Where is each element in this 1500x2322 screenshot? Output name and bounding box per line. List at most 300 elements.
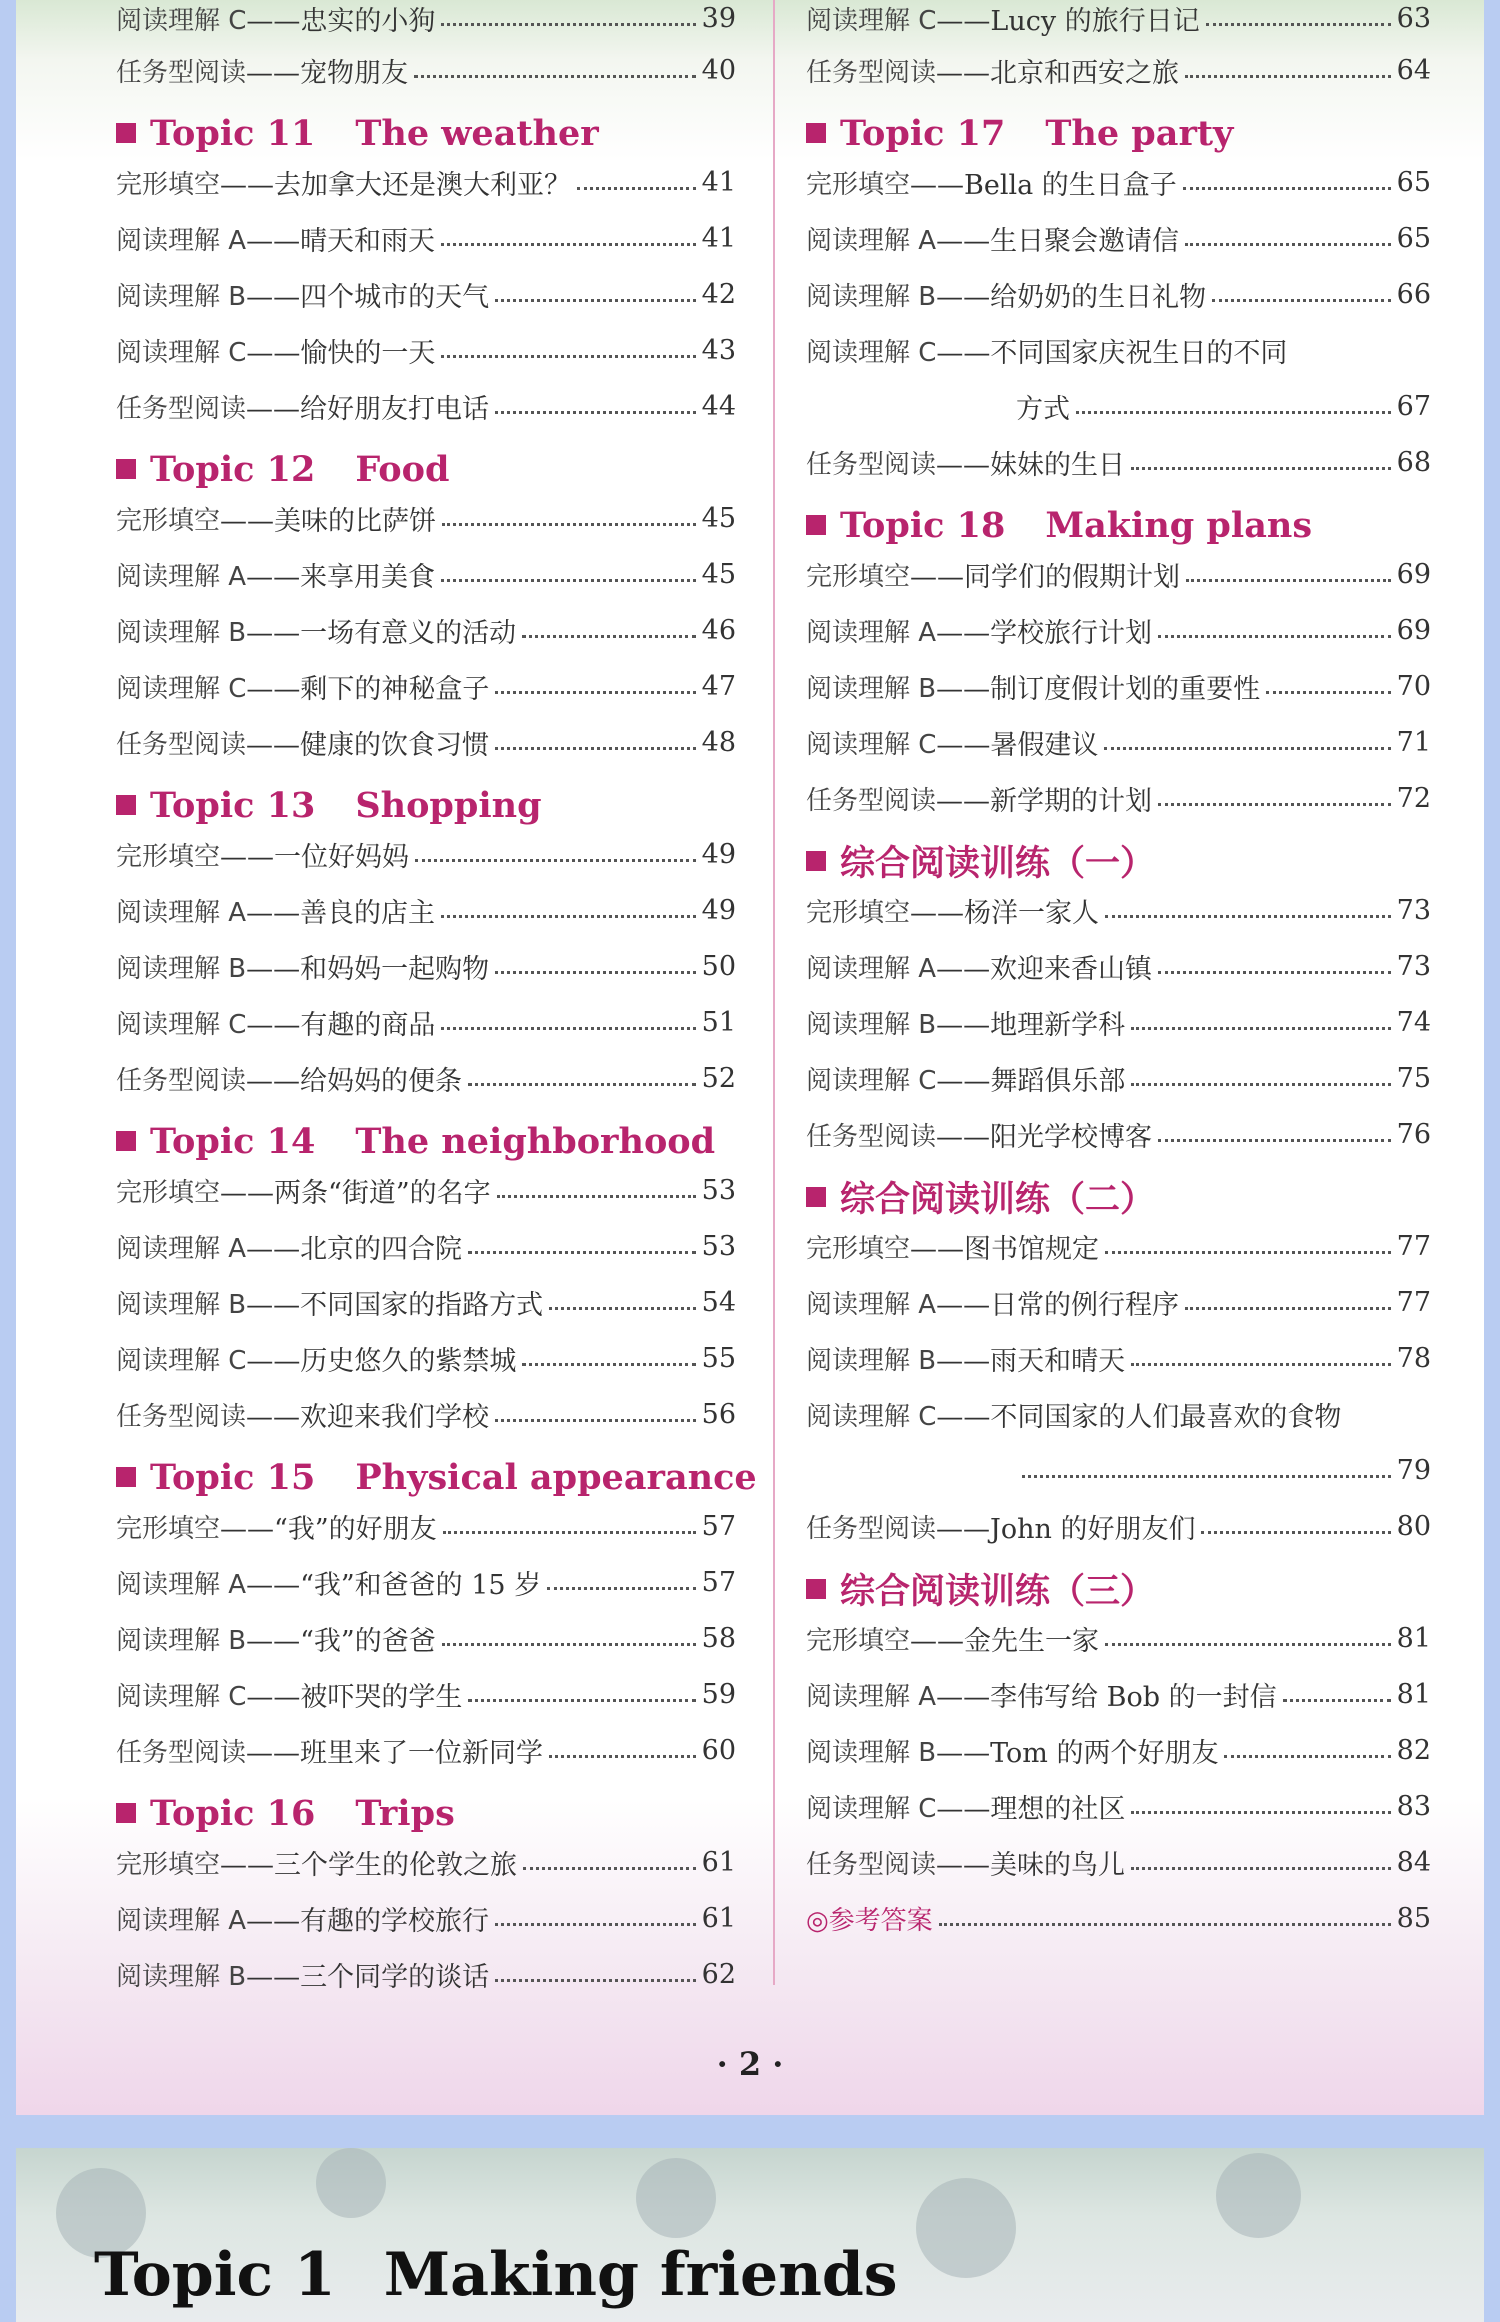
toc-entry xyxy=(116,50,736,90)
entry-page: 53 xyxy=(701,1174,736,1206)
entry-page: 61 xyxy=(701,1846,736,1878)
toc-entry xyxy=(806,162,1431,202)
leader-dots xyxy=(442,523,696,526)
entry-type: 阅读理解 C xyxy=(806,1793,937,1824)
entry-page: 69 xyxy=(1396,614,1431,646)
entry-title: ——暑假建议 xyxy=(936,729,1099,761)
section-marker-icon xyxy=(116,459,136,479)
answer-key-entry xyxy=(806,1898,1431,1938)
toc-entry xyxy=(116,554,736,594)
entry-title: ——忠实的小狗 xyxy=(246,5,436,37)
entry-type: 阅读理解 A xyxy=(116,1905,247,1936)
entry-type: 阅读理解 B xyxy=(806,1345,937,1376)
toc-entry xyxy=(116,1730,736,1770)
entry-page: 50 xyxy=(701,950,736,982)
toc-entry xyxy=(116,330,736,370)
entry-page: 84 xyxy=(1396,1846,1431,1878)
toc-entry xyxy=(116,1842,736,1882)
entry-title: 方式 xyxy=(1016,393,1070,425)
entry-title: ——“我”的好朋友 xyxy=(220,1513,437,1545)
toc-entry xyxy=(116,1058,736,1098)
toc-entry xyxy=(806,50,1431,90)
entry-type: 任务型阅读 xyxy=(806,1121,937,1152)
leader-dots xyxy=(1131,1363,1391,1366)
leader-dots xyxy=(1212,299,1391,302)
section-marker-icon xyxy=(116,795,136,815)
entry-type: 任务型阅读 xyxy=(116,1401,247,1432)
entry-title: ——图书馆规定 xyxy=(910,1233,1100,1265)
entry-title: ——John 的好朋友们 xyxy=(936,1513,1196,1545)
entry-title: ——善良的店主 xyxy=(246,897,436,929)
entry-page: 48 xyxy=(701,726,736,758)
entry-page: 61 xyxy=(701,1902,736,1934)
leader-dots xyxy=(495,747,696,750)
leader-dots xyxy=(1076,411,1391,414)
entry-type: 阅读理解 A xyxy=(116,561,247,592)
entry-page: 49 xyxy=(701,838,736,870)
leader-dots xyxy=(1131,1811,1390,1814)
entry-page: 70 xyxy=(1396,670,1431,702)
entry-title: ——理想的社区 xyxy=(936,1793,1126,1825)
entry-page: 67 xyxy=(1396,390,1431,422)
chapter-title xyxy=(94,2240,898,2310)
toc-entry xyxy=(116,498,736,538)
toc-entry xyxy=(116,1674,736,1714)
leader-dots xyxy=(522,635,696,638)
toc-entry xyxy=(806,330,1431,370)
leader-dots xyxy=(468,1083,696,1086)
entry-type: 阅读理解 B xyxy=(806,673,937,704)
entry-title: ——Bella 的生日盒子 xyxy=(910,169,1177,201)
entry-title: ——制订度假计划的重要性 xyxy=(936,673,1261,705)
entry-title: ——三个同学的谈话 xyxy=(246,1961,490,1993)
toc-entry xyxy=(116,218,736,258)
toc-entry xyxy=(116,722,736,762)
entry-page: 65 xyxy=(1396,222,1431,254)
leader-dots xyxy=(1158,635,1391,638)
entry-type: 阅读理解 C xyxy=(806,1401,937,1432)
entry-type: 完形填空 xyxy=(806,169,911,200)
leader-dots xyxy=(495,971,696,974)
toc-entry xyxy=(116,162,736,202)
entry-title: ——日常的例行程序 xyxy=(936,1289,1180,1321)
entry-title: ——一场有意义的活动 xyxy=(246,617,517,649)
toc-entry-continuation xyxy=(806,386,1431,426)
entry-title: ——去加拿大还是澳大利亚？ xyxy=(220,169,572,201)
toc-entry xyxy=(806,666,1431,706)
entry-title: ——班里来了一位新同学 xyxy=(246,1737,544,1769)
leader-dots xyxy=(441,23,695,26)
entry-title: ——“我”和爸爸的 15 岁 xyxy=(246,1569,542,1601)
entry-page: 71 xyxy=(1396,726,1431,758)
section-marker-icon xyxy=(806,1187,826,1207)
toc-entry xyxy=(116,0,736,38)
topic-name: The weather xyxy=(355,112,599,154)
entry-page: 66 xyxy=(1396,278,1431,310)
entry-type: 阅读理解 B xyxy=(116,953,247,984)
entry-title: ——给妈妈的便条 xyxy=(246,1065,463,1097)
leader-dots xyxy=(441,579,696,582)
entry-title: ——Tom 的两个好朋友 xyxy=(936,1737,1219,1769)
entry-type: 阅读理解 B xyxy=(116,1625,247,1656)
chapter-topic-number: Topic 1 xyxy=(94,2240,336,2310)
entry-type: 完形填空 xyxy=(806,897,911,928)
toc-page xyxy=(16,0,1484,2115)
chapter-topic-name: Making friends xyxy=(383,2240,898,2310)
toc-entry xyxy=(806,218,1431,258)
entry-page: 62 xyxy=(701,1958,736,1990)
toc-entry xyxy=(116,1002,736,1042)
leader-dots xyxy=(1131,1027,1391,1030)
entry-page: 55 xyxy=(701,1342,736,1374)
entry-type: 任务型阅读 xyxy=(806,1849,937,1880)
entry-type: 阅读理解 A xyxy=(806,225,937,256)
entry-type: 任务型阅读 xyxy=(116,1737,247,1768)
entry-type: 完形填空 xyxy=(116,505,221,536)
toc-entry xyxy=(806,1338,1431,1378)
section-heading xyxy=(806,111,1431,155)
leader-dots xyxy=(1131,1083,1390,1086)
entry-title: ——舞蹈俱乐部 xyxy=(936,1065,1126,1097)
entry-type: 任务型阅读 xyxy=(116,57,247,88)
toc-entry xyxy=(806,610,1431,650)
toc-entry xyxy=(806,554,1431,594)
entry-type: 阅读理解 A xyxy=(116,1569,247,1600)
entry-title: ——新学期的计划 xyxy=(936,785,1153,817)
toc-entry xyxy=(806,442,1431,482)
entry-page: 59 xyxy=(701,1678,736,1710)
toc-entry xyxy=(806,274,1431,314)
entry-title: ——生日聚会邀请信 xyxy=(936,225,1180,257)
leader-dots xyxy=(415,859,696,862)
section-heading xyxy=(806,1567,1431,1611)
entry-title: ——剩下的神秘盒子 xyxy=(246,673,490,705)
entry-page: 57 xyxy=(701,1510,736,1542)
entry-type: 完形填空 xyxy=(806,1233,911,1264)
entry-title: ——美味的比萨饼 xyxy=(220,505,437,537)
entry-type: 阅读理解 B xyxy=(116,1961,247,1992)
entry-type: 阅读理解 C xyxy=(116,337,247,368)
entry-title: ——四个城市的天气 xyxy=(246,281,490,313)
toc-entry xyxy=(116,1562,736,1602)
topic-number: Topic 17 xyxy=(840,112,1006,154)
leader-dots xyxy=(1022,1475,1391,1478)
entry-page: 73 xyxy=(1396,950,1431,982)
section-marker-icon xyxy=(116,1131,136,1151)
entry-type: 任务型阅读 xyxy=(116,1065,247,1096)
toc-entry xyxy=(806,1226,1431,1266)
entry-page: 77 xyxy=(1396,1230,1431,1262)
leader-dots xyxy=(523,1867,696,1870)
entry-title: ——“我”的爸爸 xyxy=(246,1625,436,1657)
leader-dots xyxy=(939,1923,1391,1926)
section-heading xyxy=(116,1791,736,1835)
entry-type: 任务型阅读 xyxy=(116,393,247,424)
background-figure xyxy=(316,2148,386,2218)
leader-dots xyxy=(549,1307,696,1310)
entry-title: ——欢迎来我们学校 xyxy=(246,1401,490,1433)
leader-dots xyxy=(1158,1139,1391,1142)
leader-dots xyxy=(549,1755,696,1758)
section-heading xyxy=(116,1455,757,1499)
topic-number: Topic 13 xyxy=(150,784,316,826)
leader-dots xyxy=(497,1195,696,1198)
entry-type: 阅读理解 B xyxy=(806,1009,937,1040)
leader-dots xyxy=(468,1699,695,1702)
leader-dots xyxy=(495,691,695,694)
entry-title: ——阳光学校博客 xyxy=(936,1121,1153,1153)
section-name: 综合阅读训练（三） xyxy=(840,1572,1156,1612)
entry-page: 54 xyxy=(701,1286,736,1318)
entry-title: ——妹妹的生日 xyxy=(936,449,1126,481)
entry-page: 69 xyxy=(1396,558,1431,590)
entry-page: 58 xyxy=(701,1622,736,1654)
entry-page: 64 xyxy=(1396,54,1431,86)
entry-page: 44 xyxy=(701,390,736,422)
entry-title: ——三个学生的伦敦之旅 xyxy=(220,1849,518,1881)
entry-page: 56 xyxy=(701,1398,736,1430)
leader-dots xyxy=(522,1363,695,1366)
leader-dots xyxy=(441,355,695,358)
entry-page: 47 xyxy=(701,670,736,702)
section-marker-icon xyxy=(116,1803,136,1823)
entry-page: 85 xyxy=(1396,1902,1431,1934)
entry-type: 阅读理解 B xyxy=(116,617,247,648)
entry-page: 77 xyxy=(1396,1286,1431,1318)
entry-page: 43 xyxy=(701,334,736,366)
entry-type: 阅读理解 C xyxy=(806,5,937,36)
entry-title: ——李伟写给 Bob 的一封信 xyxy=(936,1681,1277,1713)
entry-title: ——宠物朋友 xyxy=(246,57,409,89)
topic-number: Topic 16 xyxy=(150,1792,316,1834)
entry-type: 阅读理解 C xyxy=(116,5,247,36)
toc-entry xyxy=(116,610,736,650)
entry-page: 74 xyxy=(1396,1006,1431,1038)
entry-type: 阅读理解 A xyxy=(116,1233,247,1264)
leader-dots xyxy=(1131,467,1391,470)
toc-entry xyxy=(806,1674,1431,1714)
entry-page: 42 xyxy=(701,278,736,310)
leader-dots xyxy=(1206,23,1391,26)
entry-title: ——雨天和晴天 xyxy=(936,1345,1126,1377)
entry-title: ——杨洋一家人 xyxy=(910,897,1100,929)
topic-number: Topic 14 xyxy=(150,1120,316,1162)
entry-type: 完形填空 xyxy=(116,1177,221,1208)
entry-type: 完形填空 xyxy=(806,561,911,592)
toc-entry xyxy=(806,0,1431,38)
entry-type: 任务型阅读 xyxy=(116,729,247,760)
toc-entry xyxy=(806,1058,1431,1098)
section-heading xyxy=(806,1175,1431,1219)
toc-entry xyxy=(116,1898,736,1938)
topic-number: Topic 18 xyxy=(840,504,1006,546)
toc-entry xyxy=(806,1002,1431,1042)
entry-type: 阅读理解 B xyxy=(806,281,937,312)
leader-dots xyxy=(441,243,696,246)
toc-entry xyxy=(116,386,736,426)
entry-title: ——历史悠久的紫禁城 xyxy=(246,1345,517,1377)
toc-entry xyxy=(116,1506,736,1546)
toc-entry xyxy=(806,890,1431,930)
entry-type: 阅读理解 A xyxy=(806,953,937,984)
entry-type: 阅读理解 B xyxy=(116,281,247,312)
toc-entry xyxy=(116,1170,736,1210)
entry-title: ——同学们的假期计划 xyxy=(910,561,1181,593)
entry-page: 40 xyxy=(701,54,736,86)
entry-page: 45 xyxy=(701,502,736,534)
section-heading xyxy=(116,783,736,827)
leader-dots xyxy=(1105,1251,1391,1254)
entry-type: 阅读理解 A xyxy=(116,897,247,928)
entry-title: ——北京的四合院 xyxy=(246,1233,463,1265)
entry-type: 阅读理解 C xyxy=(116,1345,247,1376)
entry-page: 51 xyxy=(701,1006,736,1038)
toc-entry xyxy=(116,1618,736,1658)
entry-type: 阅读理解 A xyxy=(806,617,937,648)
section-marker-icon xyxy=(806,851,826,871)
entry-title: ——金先生一家 xyxy=(910,1625,1100,1657)
toc-entry xyxy=(806,778,1431,818)
toc-entry xyxy=(116,1338,736,1378)
topic-number: Topic 12 xyxy=(150,448,316,490)
toc-entry xyxy=(116,1226,736,1266)
leader-dots xyxy=(1105,1643,1391,1646)
leader-dots xyxy=(1185,75,1391,78)
topic-name: The neighborhood xyxy=(355,1120,716,1162)
toc-entry xyxy=(806,1730,1431,1770)
entry-title: ——健康的饮食习惯 xyxy=(246,729,490,761)
leader-dots xyxy=(495,411,696,414)
entry-page: 41 xyxy=(701,166,736,198)
leader-dots xyxy=(1224,1755,1390,1758)
entry-type: 任务型阅读 xyxy=(806,1513,937,1544)
entry-type: 阅读理解 B xyxy=(806,1737,937,1768)
entry-page: 80 xyxy=(1396,1510,1431,1542)
entry-type: 完形填空 xyxy=(116,841,221,872)
entry-page: 73 xyxy=(1396,894,1431,926)
section-heading xyxy=(806,839,1431,883)
entry-type: 阅读理解 C xyxy=(806,1065,937,1096)
entry-title: ——给好朋友打电话 xyxy=(246,393,490,425)
section-heading xyxy=(116,1119,736,1163)
entry-label: ◎参考答案 xyxy=(806,1905,933,1936)
leader-dots xyxy=(1131,1867,1391,1870)
toc-entry xyxy=(116,1282,736,1322)
toc-entry xyxy=(806,946,1431,986)
leader-dots xyxy=(547,1587,695,1590)
topic-name: Food xyxy=(355,448,450,490)
leader-dots xyxy=(1186,579,1391,582)
leader-dots xyxy=(441,1027,695,1030)
entry-type: 完形填空 xyxy=(116,1513,221,1544)
leader-dots xyxy=(1105,915,1391,918)
toc-entry xyxy=(806,1842,1431,1882)
leader-dots xyxy=(1201,1531,1390,1534)
entry-page: 46 xyxy=(701,614,736,646)
entry-title: ——给奶奶的生日礼物 xyxy=(936,281,1207,313)
topic-name: Shopping xyxy=(355,784,542,826)
leader-dots xyxy=(441,915,696,918)
entry-page: 49 xyxy=(701,894,736,926)
entry-type: 阅读理解 A xyxy=(806,1681,937,1712)
next-page-banner xyxy=(16,2148,1484,2322)
entry-title: ——北京和西安之旅 xyxy=(936,57,1180,89)
entry-title: ——不同国家的指路方式 xyxy=(246,1289,544,1321)
leader-dots xyxy=(495,1419,696,1422)
leader-dots xyxy=(1266,691,1391,694)
toc-entry xyxy=(116,834,736,874)
leader-dots xyxy=(442,1643,696,1646)
toc-entry xyxy=(116,666,736,706)
entry-page: 72 xyxy=(1396,782,1431,814)
entry-type: 完形填空 xyxy=(116,1849,221,1880)
leader-dots xyxy=(495,299,696,302)
entry-type: 阅读理解 C xyxy=(806,337,937,368)
entry-title: ——有趣的学校旅行 xyxy=(246,1905,490,1937)
entry-type: 阅读理解 C xyxy=(116,1009,247,1040)
entry-type: 任务型阅读 xyxy=(806,57,937,88)
section-marker-icon xyxy=(806,515,826,535)
section-name: 综合阅读训练（一） xyxy=(840,844,1156,884)
leader-dots xyxy=(1183,187,1391,190)
entry-title: ——有趣的商品 xyxy=(246,1009,436,1041)
entry-title: ——两条“街道”的名字 xyxy=(220,1177,491,1209)
entry-page: 79 xyxy=(1396,1454,1431,1486)
entry-page: 82 xyxy=(1396,1734,1431,1766)
toc-entry xyxy=(806,1114,1431,1154)
entry-title: ——和妈妈一起购物 xyxy=(246,953,490,985)
entry-title: ——不同国家的人们最喜欢的食物 xyxy=(936,1401,1342,1433)
entry-page: 41 xyxy=(701,222,736,254)
entry-page: 78 xyxy=(1396,1342,1431,1374)
entry-title: ——Lucy 的旅行日记 xyxy=(936,5,1200,37)
entry-page: 68 xyxy=(1396,446,1431,478)
toc-entry-continuation xyxy=(806,1450,1431,1490)
entry-title: ——地理新学科 xyxy=(936,1009,1126,1041)
toc-entry xyxy=(806,1786,1431,1826)
entry-page: 81 xyxy=(1396,1622,1431,1654)
leader-dots xyxy=(443,1531,696,1534)
leader-dots xyxy=(1104,747,1390,750)
topic-name: Physical appearance xyxy=(355,1456,757,1498)
section-marker-icon xyxy=(116,123,136,143)
entry-title: ——不同国家庆祝生日的不同 xyxy=(936,337,1288,369)
background-figure xyxy=(916,2178,1016,2278)
entry-title: ——来享用美食 xyxy=(246,561,436,593)
toc-entry xyxy=(806,1394,1431,1434)
toc-entry xyxy=(116,946,736,986)
leader-dots xyxy=(1283,1699,1391,1702)
entry-page: 81 xyxy=(1396,1678,1431,1710)
entry-page: 65 xyxy=(1396,166,1431,198)
leader-dots xyxy=(414,75,696,78)
topic-name: The party xyxy=(1045,112,1234,154)
leader-dots xyxy=(1185,243,1391,246)
section-heading xyxy=(116,111,736,155)
toc-entry xyxy=(806,1282,1431,1322)
toc-entry xyxy=(116,1954,736,1994)
entry-page: 83 xyxy=(1396,1790,1431,1822)
section-heading xyxy=(806,503,1431,547)
entry-title: ——被吓哭的学生 xyxy=(246,1681,463,1713)
entry-type: 任务型阅读 xyxy=(806,449,937,480)
background-figure xyxy=(1216,2153,1301,2238)
leader-dots xyxy=(495,1979,696,1982)
toc-entry xyxy=(116,274,736,314)
entry-type: 完形填空 xyxy=(116,169,221,200)
leader-dots xyxy=(577,187,696,190)
entry-type: 阅读理解 C xyxy=(116,1681,247,1712)
